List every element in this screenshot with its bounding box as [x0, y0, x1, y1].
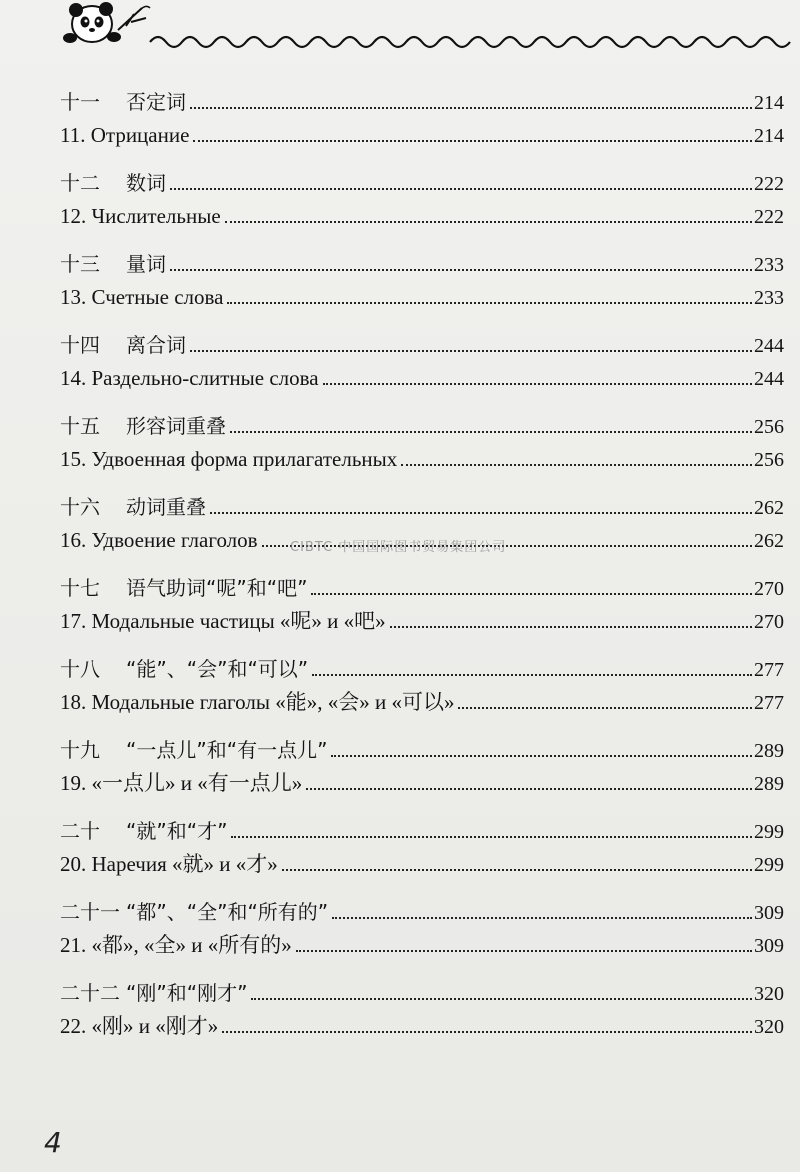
dot-leader: [311, 593, 752, 595]
toc-line-chinese[interactable]: [60, 410, 784, 443]
toc-line-russian[interactable]: [60, 119, 784, 152]
chapter-number: 十一: [60, 90, 100, 114]
wavy-rule: [150, 37, 790, 47]
toc-entry-11: [60, 86, 784, 152]
dot-leader: [170, 188, 752, 190]
toc-line-russian[interactable]: [60, 929, 784, 962]
toc-line-chinese[interactable]: [60, 491, 784, 524]
page-ref: 233: [754, 254, 784, 276]
chapter-title-chinese: “就”和“才”: [126, 819, 228, 843]
toc-entry-17: [60, 572, 784, 638]
chapter-number: 二十一: [60, 900, 120, 924]
page-ref: 214: [754, 125, 784, 147]
toc-line-chinese[interactable]: [60, 734, 784, 767]
page-ref: 270: [754, 611, 784, 633]
page-ref: 222: [754, 173, 784, 195]
chapter-title-chinese: 数词: [126, 171, 166, 195]
chapter-number: 十七: [60, 576, 100, 600]
dot-leader: [230, 431, 752, 433]
toc-line-chinese[interactable]: [60, 896, 784, 929]
toc-entry-18: [60, 653, 784, 719]
toc-line-russian[interactable]: [60, 1010, 784, 1043]
chapter-title-russian: 15. Удвоенная форма прилагательных: [60, 447, 398, 471]
dot-leader: [227, 302, 752, 304]
page-ref: 270: [754, 578, 784, 600]
toc-line-chinese[interactable]: [60, 653, 784, 686]
page-ref: 289: [754, 740, 784, 762]
dot-leader: [190, 350, 752, 352]
chapter-number: 十五: [60, 414, 100, 438]
chapter-number: 十二: [60, 171, 100, 195]
dot-leader: [222, 1031, 752, 1033]
dot-leader: [312, 674, 752, 676]
dot-leader: [282, 869, 752, 871]
toc-line-chinese[interactable]: [60, 977, 784, 1010]
chapter-number: 十三: [60, 252, 100, 276]
toc-line-russian[interactable]: [60, 281, 784, 314]
page-ref: 277: [754, 692, 784, 714]
page-ref: 309: [754, 902, 784, 924]
page-ref: 289: [754, 773, 784, 795]
toc-entry-15: [60, 410, 784, 476]
chapter-title-russian: 14. Раздельно-слитные слова: [60, 366, 319, 390]
chapter-title-chinese: 离合词: [126, 333, 186, 357]
toc-line-russian[interactable]: [60, 443, 784, 476]
chapter-title-russian: 11. Отрицание: [60, 123, 190, 147]
chapter-title-russian: 18. Модальные глаголы «能», «会» и «可以»: [60, 690, 455, 714]
chapter-number: 十六: [60, 495, 100, 519]
toc-entry-20: [60, 815, 784, 881]
page-ref: 233: [754, 287, 784, 309]
toc-entry-19: [60, 734, 784, 800]
page-ref: 262: [754, 497, 784, 519]
page-ref: 299: [754, 821, 784, 843]
toc-line-russian[interactable]: [60, 605, 784, 638]
page-ref: 256: [754, 449, 784, 471]
toc-entry-13: [60, 248, 784, 314]
toc-entry-14: [60, 329, 784, 395]
chapter-title-chinese: 语气助词“呢”和“吧”: [126, 576, 308, 600]
page-ref: 244: [754, 368, 784, 390]
dot-leader: [170, 269, 752, 271]
chapter-title-chinese: 动词重叠: [126, 495, 206, 519]
chapter-title-russian: 12. Числительные: [60, 204, 221, 228]
page-ref: 214: [754, 92, 784, 114]
page-ref: 309: [754, 935, 784, 957]
dot-leader: [190, 107, 752, 109]
toc-line-russian[interactable]: [60, 200, 784, 233]
chapter-title-chinese: “一点儿”和“有一点儿”: [126, 738, 328, 762]
chapter-title-chinese: “刚”和“刚才”: [126, 981, 248, 1005]
dot-leader: [225, 221, 752, 223]
dot-leader: [390, 626, 752, 628]
toc-entry-22: [60, 977, 784, 1043]
dot-leader: [332, 917, 752, 919]
chapter-number: 二十二: [60, 981, 120, 1005]
page-ref: 320: [754, 983, 784, 1005]
toc-entry-12: [60, 167, 784, 233]
panda-icon: [63, 2, 150, 43]
chapter-title-russian: 21. «都», «全» и «所有的»: [60, 933, 292, 957]
page-ref: 262: [754, 530, 784, 552]
chapter-number: 十八: [60, 657, 100, 681]
chapter-title-chinese: “都”、“全”和“所有的”: [126, 900, 329, 924]
page-ref: 222: [754, 206, 784, 228]
watermark: CIBTC 中国国际图书贸易集团公司: [290, 540, 507, 555]
dot-leader: [323, 383, 752, 385]
dot-leader: [331, 755, 752, 757]
chapter-title-russian: 19. «一点儿» и «有一点儿»: [60, 771, 303, 795]
page-ref: 256: [754, 416, 784, 438]
page-ref: 244: [754, 335, 784, 357]
chapter-number: 十九: [60, 738, 100, 762]
chapter-title-chinese: 形容词重叠: [126, 414, 226, 438]
chapter-title-russian: 13. Счетные слова: [60, 285, 224, 309]
toc-line-russian[interactable]: [60, 767, 784, 800]
header-decoration: [0, 0, 800, 56]
toc-line-russian[interactable]: [60, 848, 784, 881]
dot-leader: [193, 140, 752, 142]
chapter-title-chinese: “能”、“会”和“可以”: [126, 657, 309, 681]
dot-leader: [210, 512, 752, 514]
dot-leader: [306, 788, 752, 790]
toc-line-russian[interactable]: [60, 686, 784, 719]
chapter-title-russian: 20. Наречия «就» и «才»: [60, 852, 278, 876]
page-number: 4: [44, 1126, 62, 1159]
dot-leader: [296, 950, 752, 952]
page-ref: 299: [754, 854, 784, 876]
dot-leader: [251, 998, 752, 1000]
dot-leader: [401, 464, 752, 466]
toc-line-chinese[interactable]: [60, 572, 784, 605]
table-of-contents: [60, 86, 784, 1058]
toc-entry-21: [60, 896, 784, 962]
toc-line-chinese[interactable]: [60, 815, 784, 848]
chapter-number: 十四: [60, 333, 100, 357]
toc-line-chinese[interactable]: [60, 248, 784, 281]
page-ref: 320: [754, 1016, 784, 1038]
chapter-title-chinese: 否定词: [126, 90, 186, 114]
toc-line-chinese[interactable]: [60, 329, 784, 362]
chapter-title-chinese: 量词: [126, 252, 166, 276]
toc-line-russian[interactable]: [60, 362, 784, 395]
page-ref: 277: [754, 659, 784, 681]
chapter-number: 二十: [60, 819, 100, 843]
chapter-title-russian: 17. Модальные частицы «呢» и «吧»: [60, 609, 386, 633]
toc-line-chinese[interactable]: [60, 86, 784, 119]
dot-leader: [231, 836, 752, 838]
dot-leader: [458, 707, 752, 709]
chapter-title-russian: 16. Удвоение глаголов: [60, 528, 258, 552]
chapter-title-russian: 22. «刚» и «刚才»: [60, 1014, 219, 1038]
toc-line-chinese[interactable]: [60, 167, 784, 200]
